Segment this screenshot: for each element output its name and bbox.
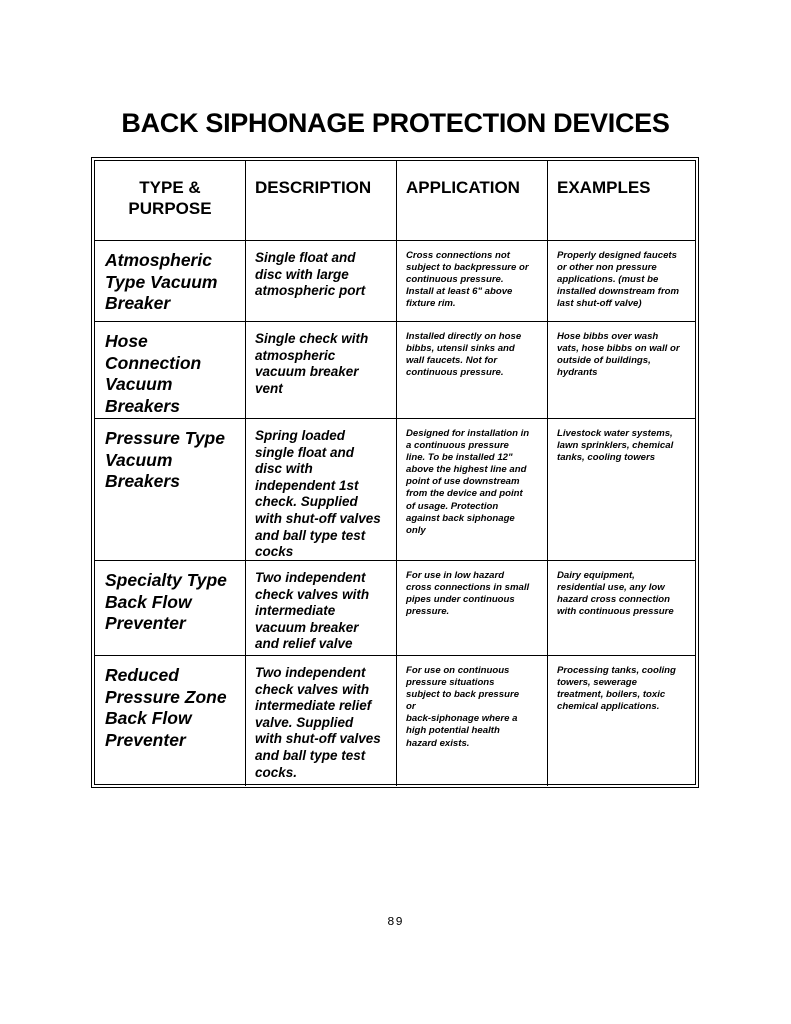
table-row	[95, 656, 695, 786]
header-description: DESCRIPTION	[255, 178, 372, 197]
device-examples: Processing tanks, cooling towers, sewerage treatment, boilers, toxic chemical applications.	[557, 665, 676, 713]
device-type: Pressure Type Vacuum Breakers	[105, 428, 225, 491]
device-description: Two independent check valves with intermediate vacuum breaker and relief valve	[255, 570, 370, 652]
page-title: BACK SIPHONAGE PROTECTION DEVICES	[121, 108, 670, 138]
header-cell-description	[246, 161, 397, 240]
header-type-purpose: TYPE & PURPOSE	[128, 178, 212, 218]
device-examples: Properly designed faucets or other non pressure applications. (must be installed downstream from last shut-off valve)	[557, 250, 680, 310]
device-application: For use in low hazard cross connections in small pipes under continuous pressure.	[406, 570, 530, 618]
device-examples: Dairy equipment, residential use, any low hazard cross connection with continuous pressure	[557, 570, 674, 618]
table-header-row	[95, 161, 695, 241]
device-application: Installed directly on hose bibbs, utensil sinks and wall faucets. Not for continuous pressure.	[406, 331, 522, 379]
header-application: APPLICATION	[406, 178, 520, 197]
device-description: Two independent check valves with intermediate relief valve. Supplied with shut-off valves and ball type test cocks.	[255, 665, 381, 780]
header-cell-application	[397, 161, 548, 240]
page-number: 89	[387, 915, 404, 929]
devices-table	[94, 160, 696, 785]
device-application: Designed for installation in a continuous pressure line. To be installed 12" above the highest line and point of use downstream from the device and point of usage. Protection against back siphonage only	[406, 428, 530, 536]
table-row	[95, 561, 695, 656]
device-type: Reduced Pressure Zone Back Flow Preventer	[105, 665, 227, 750]
table-row	[95, 241, 695, 322]
device-description: Single check with atmospheric vacuum breaker vent	[255, 331, 369, 396]
devices-table-frame	[91, 157, 699, 788]
table-row	[95, 322, 695, 419]
device-type: Hose Connection Vacuum Breakers	[105, 331, 202, 416]
device-type: Specialty Type Back Flow Preventer	[105, 570, 227, 633]
device-application: Cross connections not subject to backpressure or continuous pressure. Install at least 6" above fixture rim.	[406, 250, 529, 310]
device-application: For use on continuous pressure situations subject to back pressure or back-siphonage where a high potential health hazard exists.	[406, 665, 520, 749]
table-row	[95, 419, 695, 561]
header-cell-type	[95, 161, 246, 240]
device-type: Atmospheric Type Vacuum Breaker	[105, 250, 218, 313]
device-description: Spring loaded single float and disc with independent 1st check. Supplied with shut-off valves and ball type test cocks	[255, 428, 381, 560]
header-cell-examples	[548, 161, 697, 240]
device-examples: Livestock water systems, lawn sprinklers, chemical tanks, cooling towers	[557, 428, 674, 464]
device-description: Single float and disc with large atmospheric port	[255, 250, 366, 299]
device-examples: Hose bibbs over wash vats, hose bibbs on wall or outside of buildings, hydrants	[557, 331, 680, 379]
header-examples: EXAMPLES	[557, 178, 651, 197]
